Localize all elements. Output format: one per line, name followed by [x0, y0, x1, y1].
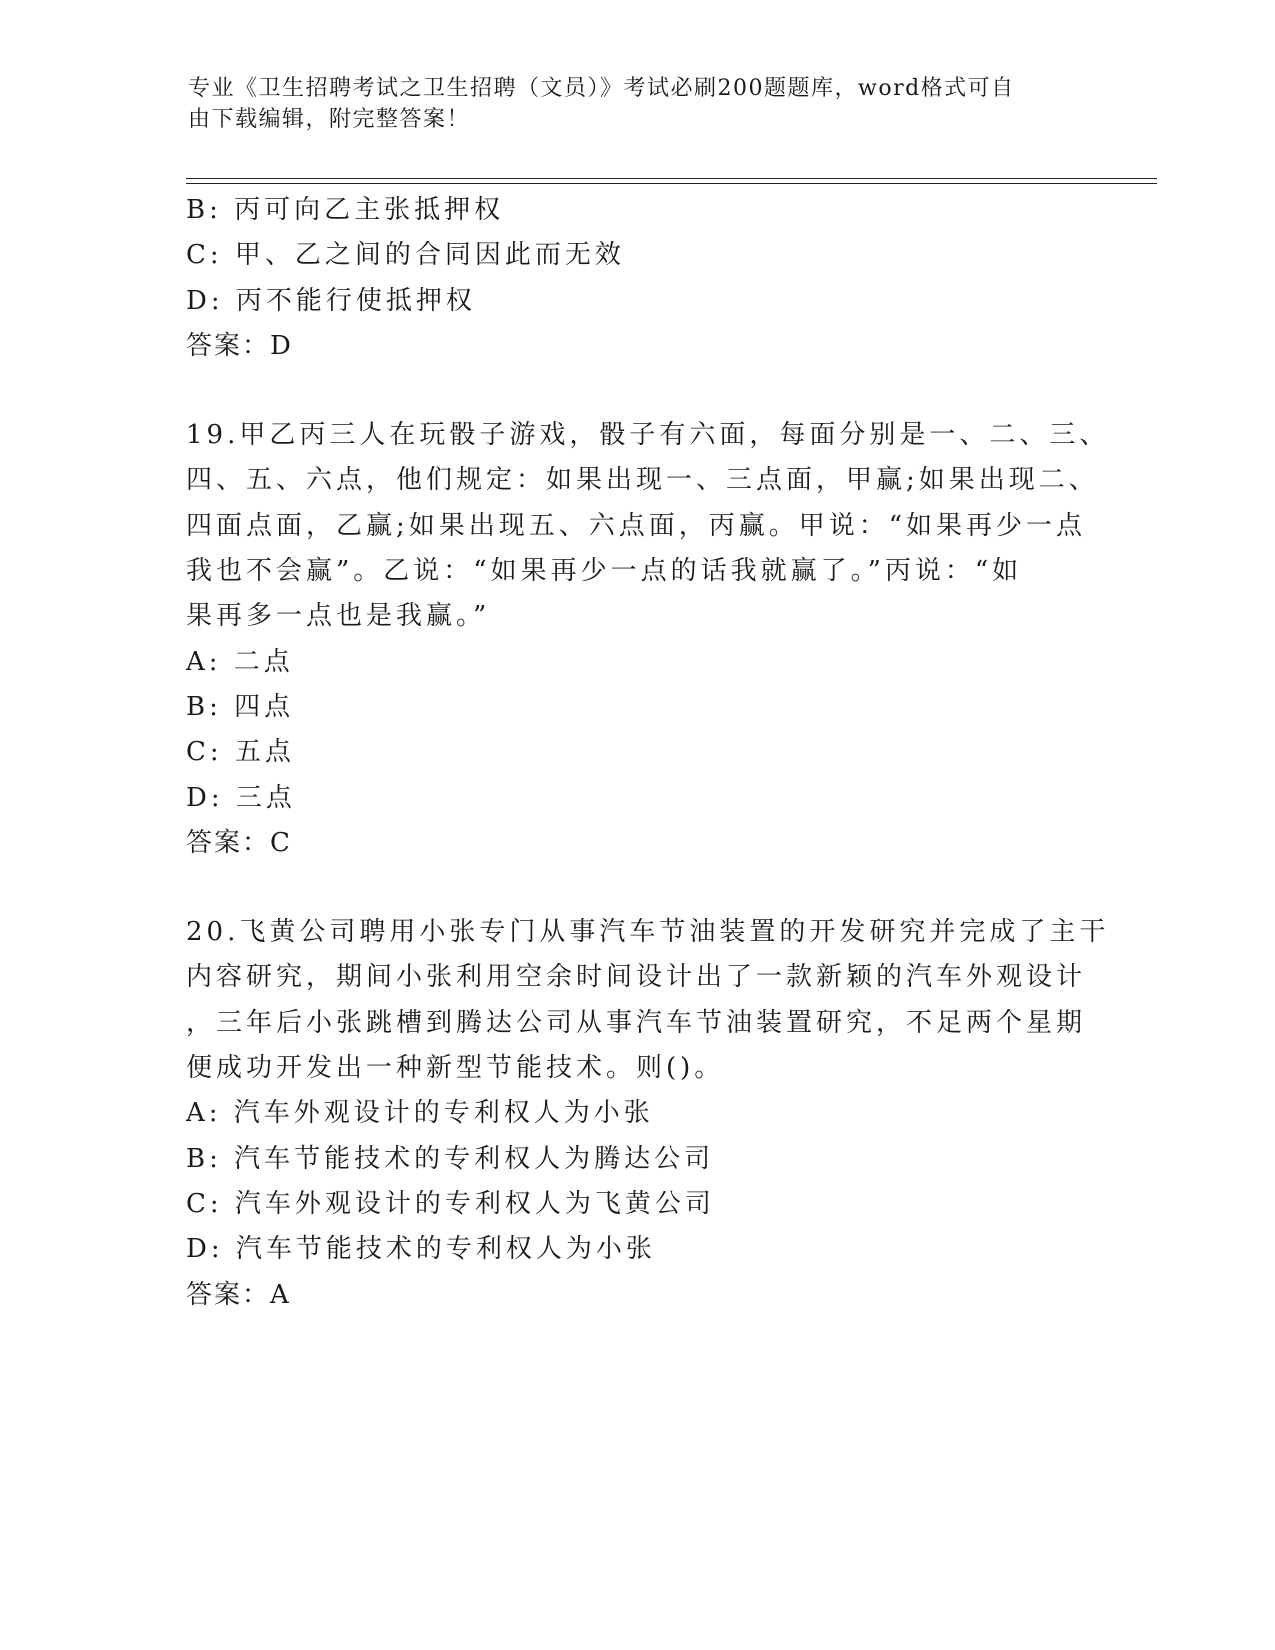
question-text-line: 四、五、六点，他们规定：如果出现一、三点面，甲赢;如果出现二、: [186, 465, 1099, 496]
option-c: C: 汽车外观设计的专利权人为飞黄公司: [186, 1188, 715, 1219]
question-text-line: 19.甲乙丙三人在玩骰子游戏，骰子有六面，每面分别是一、二、三、: [186, 420, 1110, 451]
question-text-line: ，三年后小张跳槽到腾达公司从事汽车节油装置研究，不足两个星期: [186, 1007, 1087, 1038]
option-b: B: 丙可向乙主张抵押权: [186, 195, 505, 225]
question-text-line: 20.飞黄公司聘用小张专门从事汽车节油装置的开发研究并完成了主干: [186, 917, 1110, 948]
answer-label: 答案：D: [186, 330, 293, 361]
question-text-line: 我也不会赢”。乙说：“如果再少一点的话我就赢了。”丙说：“如: [186, 556, 1023, 587]
option-d: D: 丙不能行使抵押权: [186, 285, 476, 316]
question-text-line: 内容研究，期间小张利用空余时间设计出了一款新颖的汽车外观设计: [186, 962, 1087, 993]
document-body: [186, 188, 1110, 1318]
header-line: 专业《卫生招聘考试之卫生招聘（文员）》考试必刷200题题库，word格式可自: [188, 76, 1015, 101]
question-18-continuation: [186, 188, 1086, 369]
header-line: 由下载编辑，附完整答案！: [188, 107, 471, 132]
option-c: C: 五点: [186, 737, 295, 768]
answer-label: 答案：C: [186, 827, 292, 858]
option-b: B: 汽车节能技术的专利权人为腾达公司: [186, 1143, 715, 1174]
answer-label: 答案：A: [186, 1279, 291, 1310]
option-b: B: 四点: [186, 691, 295, 722]
option-d: D: 三点: [186, 782, 296, 813]
option-a: A: 二点: [186, 646, 294, 677]
document-header: [188, 73, 1078, 135]
question-text-line: 果再多一点也是我赢。”: [186, 601, 491, 632]
option-a: A: 汽车外观设计的专利权人为小张: [186, 1098, 654, 1129]
question-20: [186, 910, 1110, 1318]
option-c: C: 甲、乙之间的合同因此而无效: [186, 240, 625, 271]
question-text-line: 四面点面，乙赢;如果出现五、六点面，丙赢。甲说：“如果再少一点: [186, 510, 1087, 541]
header-divider-bottom: [186, 183, 1157, 184]
option-d: D: 汽车节能技术的专利权人为小张: [186, 1234, 656, 1265]
question-text-line: 便成功开发出一种新型节能技术。则()。: [186, 1053, 725, 1084]
question-19: [186, 413, 1110, 866]
header-divider-top: [186, 178, 1157, 179]
